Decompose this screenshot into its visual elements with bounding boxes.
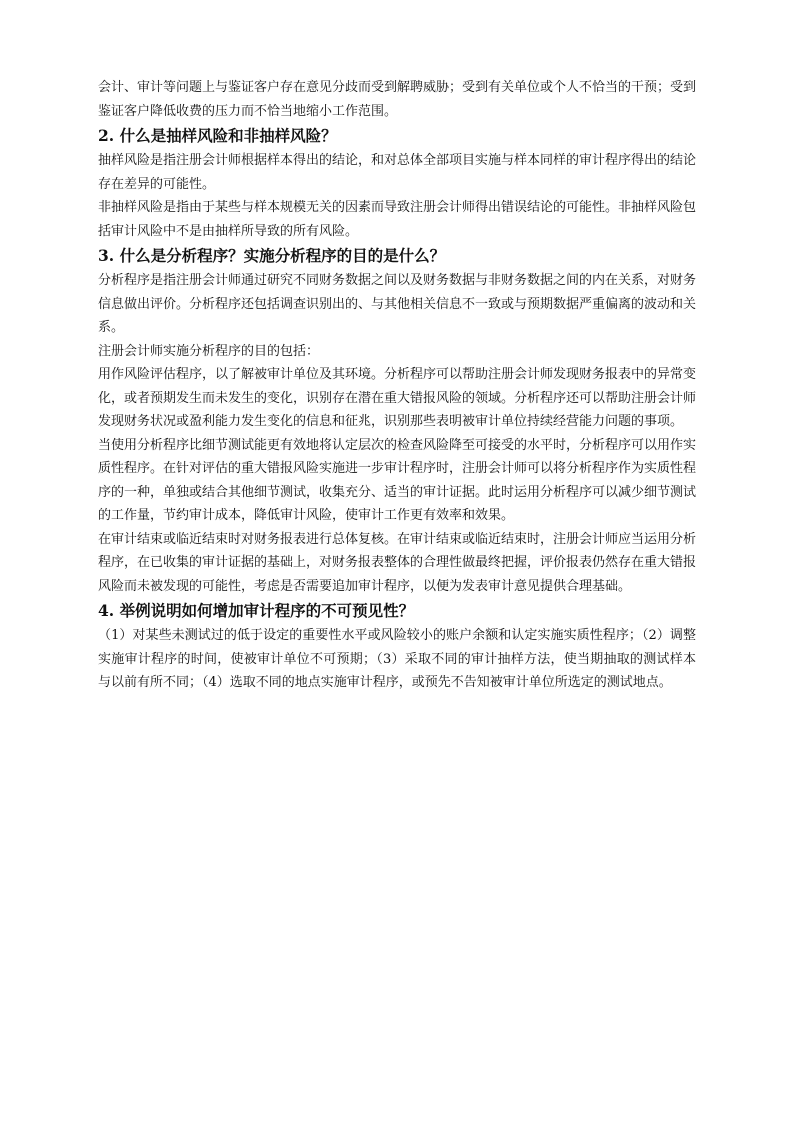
heading-sampling-risk: 2. 什么是抽样风险和非抽样风险？ [98,126,337,145]
paragraph-non-sampling-risk-definition: 非抽样风险是指由于某些与样本规模无关的因素而导致注册会计师得出错误结论的可能性。非抽样风险包括审计风险中不是由抽样所导致的所有风险。 [98,200,697,239]
heading-analytical-procedures: 3. 什么是分析程序？实施分析程序的目的是什么？ [98,246,446,265]
paragraph-purposes-intro: 注册会计师实施分析程序的目的包括： [98,343,320,359]
paragraph-risk-assessment-purpose: 用作风险评估程序，以了解被审计单位及其环境。分析程序可以帮助注册会计师发现财务报表中的异常变化，或者预期发生而未发生的变化，识别存在潜在重大错报风险的领域。分析程序还可以帮助注册会计师发现财务状况或盈利能力发生变化的信息和征兆，识别那些表明被审计单位持续经营能力问题的事项。 [98,367,697,429]
document-page [98,76,696,695]
paragraph-sampling-risk-definition: 抽样风险是指注册会计师根据样本得出的结论，和对总体全部项目实施与样本同样的审计程序得出的结论存在差异的可能性。 [98,153,697,192]
paragraph-substantive-procedure-purpose: 当使用分析程序比细节测试能更有效地将认定层次的检查风险降至可接受的水平时，分析程序可以用作实质性程序。在针对评估的重大错报风险实施进一步审计程序时，注册会计师可以将分析程序作为实质性程序的一种，单独或结合其他细节测试，收集充分、适当的审计证据。此时运用分析程序可以减少细节测试的工作量，节约审计成本，降低审计风险，使审计工作更有效率和效果。 [98,437,697,523]
paragraph-overall-review-purpose: 在审计结束或临近结束时对财务报表进行总体复核。在审计结束或临近结束时，注册会计师应当运用分析程序，在已收集的审计证据的基础上，对财务报表整体的合理性做最终把握，评价报表仍然存在重大错报风险而未被发现的可能性，考虑是否需要追加审计程序，以便为发表审计意见提供合理基础。 [98,531,697,594]
paragraph-unpredictability-examples: （1）对某些未测试过的低于设定的重要性水平或风险较小的账户余额和认定实施实质性程序；（2）调整实施审计程序的时间，使被审计单位不可预期；（3）采取不同的审计抽样方法，使当期抽取的测试样本与以前有所不同；（4）选取不同的地点实施审计程序，或预先不告知被审计单位所选定的测试地点。 [98,628,696,690]
paragraph-analytical-procedures-definition: 分析程序是指注册会计师通过研究不同财务数据之间以及财务数据与非财务数据之间的内在关系，对财务信息做出评价。分析程序还包括调查识别出的、与其他相关信息不一致或与预期数据严重偏离的波动和关系。 [98,273,697,335]
heading-unpredictability: 4. 举例说明如何增加审计程序的不可预见性？ [98,601,415,620]
paragraph-independence-threats: 会计、审计等问题上与鉴证客户存在意见分歧而受到解聘威胁；受到有关单位或个人不恰当的干预；受到鉴证客户降低收费的压力而不恰当地缩小工作范围。 [98,80,697,119]
